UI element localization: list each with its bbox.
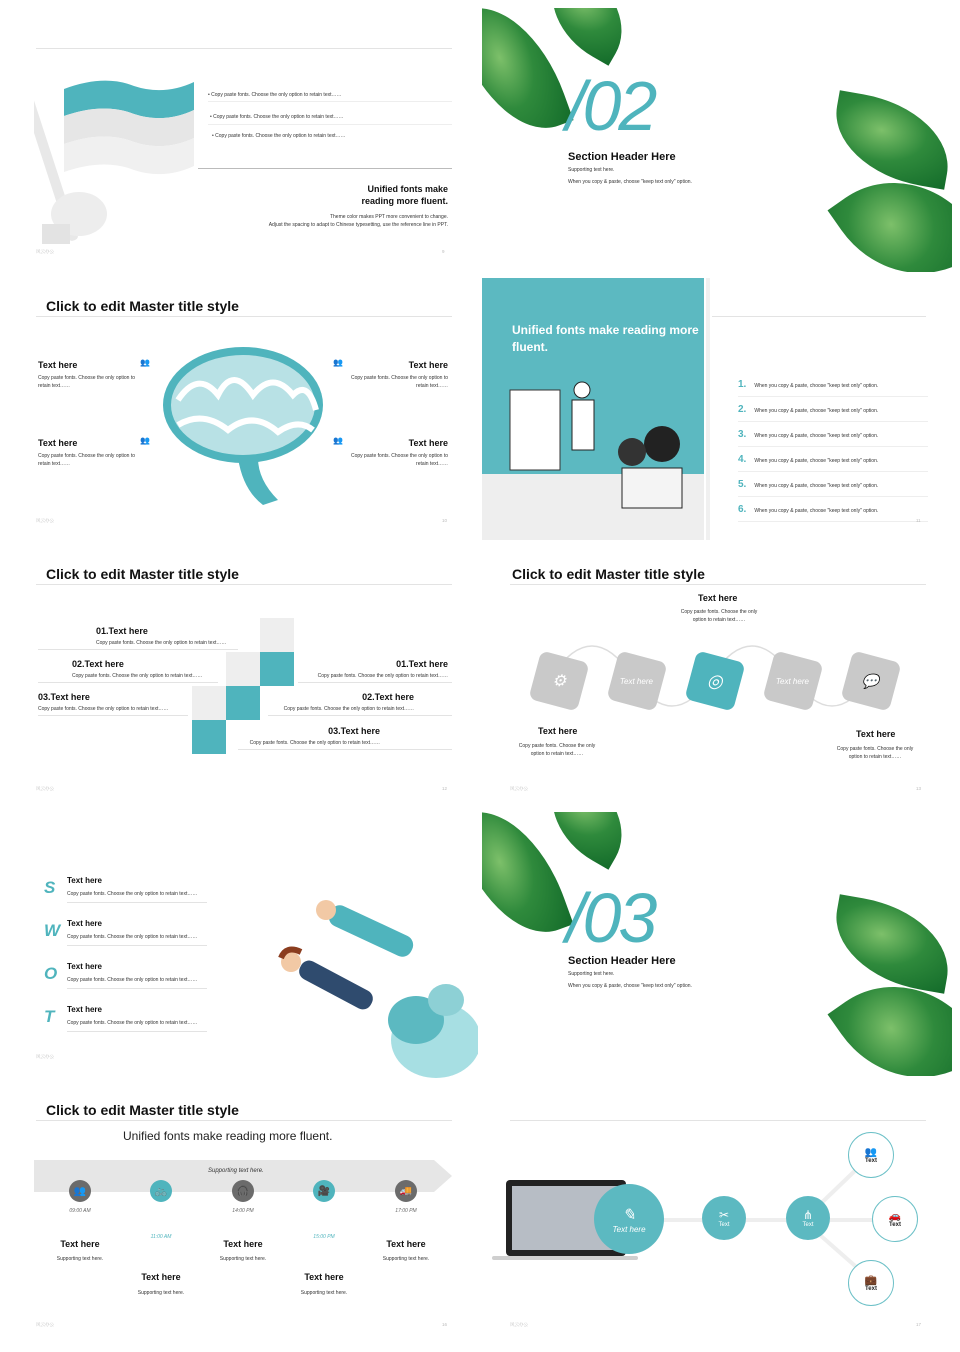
out-node-car: 🚗 Text — [872, 1196, 918, 1242]
time-label: 09:00 AM — [69, 1208, 91, 1214]
timeline-item-title: Text here — [141, 1272, 181, 1282]
right-2-title: 02.Text here — [362, 692, 414, 702]
right-1-body: Copy paste fonts. Choose the only option to retain text…… — [317, 673, 448, 679]
big-node: ✎ Text here — [594, 1184, 664, 1254]
swot-title: Text here — [67, 876, 102, 885]
node-tools: ✂ Text — [702, 1196, 746, 1240]
list-text: When you copy & paste, choose "keep text only" option. — [754, 433, 879, 439]
footer-logo: 风云办公 — [510, 786, 528, 791]
section-sub2: When you copy & paste, choose "keep text only" option. — [568, 983, 692, 989]
item-bl-body: Copy paste fonts. Choose the only option to retain text…… — [38, 453, 136, 467]
list-item — [738, 449, 928, 472]
laptop-base — [492, 1256, 638, 1260]
item-bl-title: Text here — [38, 438, 78, 448]
headphones-icon: 🎧 — [232, 1180, 254, 1202]
slide-12 — [8, 546, 478, 810]
page-number: 11 — [916, 518, 921, 523]
flag-illustration — [34, 74, 204, 254]
gear-icon: ⚙ — [551, 673, 567, 690]
item-br-title: Text here — [408, 438, 448, 448]
right-2-body: Copy paste fonts. Choose the only option to retain text…… — [283, 706, 414, 712]
slide-title: Click to edit Master title style — [46, 298, 239, 314]
list-item — [738, 374, 928, 397]
section-number: /03 — [566, 879, 655, 957]
puzzle-piece — [226, 652, 260, 686]
section-03-slide — [482, 812, 952, 1076]
left-body: Copy paste fonts. Choose the only option to retain text…… — [518, 743, 596, 757]
swot-letter: T — [44, 1007, 55, 1026]
car-icon: 🚗 — [888, 1210, 902, 1222]
leaf-right — [826, 90, 952, 190]
section-header: Section Header Here — [568, 955, 676, 967]
list-item — [738, 424, 928, 447]
slide-17 — [482, 1082, 952, 1346]
section-02-slide — [482, 8, 952, 272]
panel-banner: Unified fonts make reading more fluent. — [512, 323, 699, 354]
people-icon: 👥 — [333, 358, 343, 367]
list-number: 6. — [738, 504, 747, 515]
swot-letter: S — [44, 878, 56, 897]
list-text: When you copy & paste, choose "keep text only" option. — [754, 508, 879, 514]
leaf-top-left — [482, 8, 574, 147]
time-label: 14:00 PM — [232, 1208, 254, 1214]
left-1-body: Copy paste fonts. Choose the only option to retain text…… — [96, 640, 227, 646]
node-split: ⋔ Text — [786, 1196, 830, 1240]
bullet-3: • Copy paste fonts. Choose the only option to retain text…… — [212, 133, 346, 139]
item-br-body: Copy paste fonts. Choose the only option to retain text…… — [350, 453, 448, 467]
out-node-people: 👥 Text — [848, 1132, 894, 1178]
timeline-item-body: Supporting text here. — [219, 1256, 267, 1262]
swot-body: Copy paste fonts. Choose the only option to retain text…… — [67, 977, 198, 983]
people-icon: 👥 — [69, 1180, 91, 1202]
leaf-right — [826, 894, 952, 994]
slide-9 — [8, 8, 478, 272]
section-header: Section Header Here — [568, 151, 676, 163]
chat-icon: 💬 — [862, 672, 880, 689]
slide-10 — [8, 278, 478, 542]
swot-title: Text here — [67, 919, 102, 928]
split-icon: ⋔ — [802, 1208, 814, 1222]
right-1-title: 01.Text here — [396, 659, 448, 669]
right-3-body: Copy paste fonts. Choose the only option to retain text…… — [249, 740, 380, 746]
slide-11 — [482, 278, 952, 542]
section-sub1: Supporting text here. — [568, 167, 615, 173]
flying-people-illustration — [266, 880, 478, 1078]
slide-13 — [482, 546, 952, 810]
top-title: Text here — [698, 593, 738, 603]
leaf-top — [531, 812, 644, 870]
slide-14 — [8, 814, 478, 1078]
time-label: 11:00 AM — [150, 1234, 172, 1240]
timeline-item-title: Text here — [304, 1272, 344, 1282]
time-label: 17:00 PM — [395, 1208, 417, 1214]
right-title: Text here — [856, 729, 896, 739]
people-icon: 👥 — [140, 358, 150, 367]
panel-edge — [706, 278, 710, 540]
time-label: 15:00 PM — [313, 1234, 335, 1240]
tools-icon: ✂ — [718, 1208, 730, 1222]
list-item — [738, 399, 928, 422]
item-tr-body: Copy paste fonts. Choose the only option to retain text…… — [350, 375, 448, 389]
leaf-top — [531, 8, 644, 66]
footer-logo: 风云办公 — [36, 518, 54, 523]
page-number: 17 — [916, 1322, 922, 1327]
section-sub2: When you copy & paste, choose "keep text only" option. — [568, 179, 692, 185]
puzzle-piece — [192, 720, 226, 754]
slide-title: Click to edit Master title style — [46, 1102, 239, 1118]
left-3-body: Copy paste fonts. Choose the only option to retain text…… — [38, 706, 169, 712]
item-tl-title: Text here — [38, 360, 78, 370]
slide-title: Click to edit Master title style — [512, 566, 705, 582]
people-icon: 👥 — [140, 436, 150, 445]
people-icon: 👥 — [333, 436, 343, 445]
swot-body: Copy paste fonts. Choose the only option to retain text…… — [67, 1020, 198, 1026]
dollar-target-icon: ◎ — [707, 670, 723, 691]
page-number: 9 — [442, 249, 445, 254]
puzzle-piece — [226, 686, 260, 720]
footer-logo: 风云办公 — [36, 1322, 54, 1327]
page-number: 13 — [916, 786, 922, 791]
out-node-briefcase: 💼 Text — [848, 1260, 894, 1306]
list-number: 5. — [738, 479, 747, 490]
swot-title: Text here — [67, 962, 102, 971]
swot-title: Text here — [67, 1005, 102, 1014]
list-number: 2. — [738, 404, 747, 415]
page-number: 10 — [442, 518, 448, 523]
timeline-item-title: Text here — [223, 1239, 263, 1249]
puzzle-piece — [260, 652, 294, 686]
page-number: 16 — [442, 1322, 448, 1327]
item-tl-body: Copy paste fonts. Choose the only option to retain text…… — [38, 375, 136, 389]
bullet-1: • Copy paste fonts. Choose the only option to retain text…… — [208, 92, 342, 98]
timeline-item-title: Text here — [386, 1239, 426, 1249]
timeline-item-title: Text here — [60, 1239, 100, 1249]
left-1-title: 01.Text here — [96, 626, 148, 636]
pencil-icon: ✎ — [622, 1206, 636, 1224]
slide-title: Click to edit Master title style — [46, 566, 239, 582]
swot-body: Copy paste fonts. Choose the only option to retain text…… — [67, 934, 198, 940]
list-text: When you copy & paste, choose "keep text only" option. — [754, 483, 879, 489]
brain-illustration — [158, 340, 328, 510]
list-number: 1. — [738, 379, 747, 390]
people-icon: 👥 — [864, 1146, 878, 1158]
list-text: When you copy & paste, choose "keep text only" option. — [754, 383, 879, 389]
truck-icon: 🚚 — [395, 1180, 417, 1202]
footer-logo: 风云办公 — [36, 1054, 54, 1059]
swot-letter: O — [44, 964, 58, 983]
briefcase-icon: 💼 — [864, 1274, 878, 1286]
right-body: Copy paste fonts. Choose the only option to retain text…… — [836, 746, 914, 760]
camera-icon: 🎥 — [313, 1180, 335, 1202]
list-text: When you copy & paste, choose "keep text only" option. — [754, 408, 879, 414]
bike-icon: 🚲 — [150, 1180, 172, 1202]
item-tr-title: Text here — [408, 360, 448, 370]
meeting-illustration — [482, 378, 704, 540]
left-2-body: Copy paste fonts. Choose the only option to retain text…… — [72, 673, 203, 679]
list-item — [738, 474, 928, 497]
list-item — [738, 499, 928, 522]
list-number: 4. — [738, 454, 747, 465]
text-tile-a: Text here — [606, 650, 667, 711]
list-text: When you copy & paste, choose "keep text only" option. — [754, 458, 879, 464]
slide9-heading: Unified fonts make reading more fluent. — [361, 184, 448, 206]
timeline-item-body: Supporting text here. — [300, 1290, 348, 1296]
puzzle-piece — [192, 686, 226, 720]
footer-logo: 风云办公 — [36, 249, 54, 254]
bullet-2: • Copy paste fonts. Choose the only option to retain text…… — [210, 114, 344, 120]
footer-logo: 风云办公 — [36, 786, 54, 791]
top-body: Copy paste fonts. Choose the only option to retain text…… — [680, 609, 758, 623]
slide-16 — [8, 1082, 478, 1346]
timeline-subtitle: Unified fonts make reading more fluent. — [123, 1129, 333, 1143]
list-number: 3. — [738, 429, 747, 440]
timeline-item-body: Supporting text here. — [382, 1256, 430, 1262]
page-number: 12 — [442, 786, 448, 791]
section-sub1: Supporting text here. — [568, 971, 615, 977]
right-3-title: 03.Text here — [328, 726, 380, 736]
timeline-item-body: Supporting text here. — [137, 1290, 185, 1296]
footer-logo: 风云办公 — [510, 1322, 528, 1327]
section-number: /02 — [566, 67, 655, 145]
swot-body: Copy paste fonts. Choose the only option to retain text…… — [67, 891, 198, 897]
timeline-item-body: Supporting text here. — [56, 1256, 104, 1262]
left-3-title: 03.Text here — [38, 692, 90, 702]
left-2-title: 02.Text here — [72, 659, 124, 669]
text-tile-b: Text here — [762, 650, 823, 711]
swot-letter: W — [44, 921, 61, 940]
leaf-top-left — [482, 812, 574, 951]
arrow-text: Supporting text here. — [208, 1168, 264, 1174]
left-title: Text here — [538, 726, 578, 736]
slide9-para: Theme color makes PPT more convenient to change. Adjust the spacing to adapt to Chinese typesetting, use the reference line in PPT. — [268, 214, 448, 228]
puzzle-piece — [260, 618, 294, 652]
